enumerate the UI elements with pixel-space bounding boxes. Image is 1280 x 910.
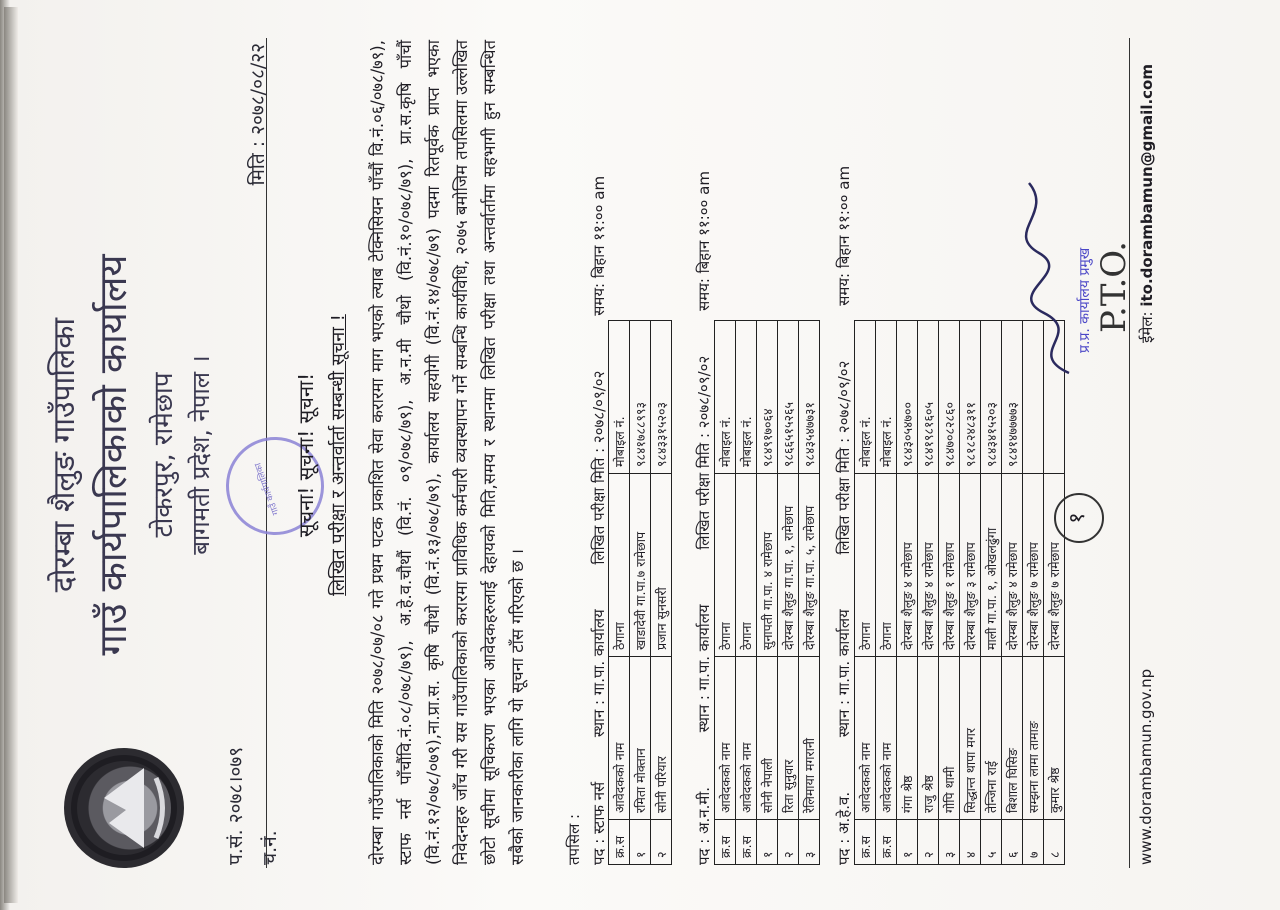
cell-sn: १ <box>757 820 778 865</box>
table3-post: पद : अ.हे.व. <box>835 791 853 865</box>
page-number: १ <box>1054 493 1104 543</box>
cell-address: ठेगाना <box>736 474 757 657</box>
cell-mobile: ९८६६५१५२६५ <box>778 321 799 474</box>
pto-note: P.T.O. <box>1094 241 1134 333</box>
notice-subject: लिखित परीक्षा र अन्तर्वार्ता सम्बन्धी सूचना ! <box>328 314 349 596</box>
table-header-row <box>609 321 630 865</box>
table-row <box>757 321 778 865</box>
reference-block <box>222 747 282 865</box>
table-row <box>960 321 981 865</box>
table1 <box>608 320 672 865</box>
table-row <box>876 321 897 865</box>
stamp-text: गाउँ कार्यपालिका <box>253 461 282 517</box>
cell-address: दोरम्बा शैलुङ ३ रामेछाप <box>960 474 981 657</box>
table2 <box>714 320 820 865</box>
cell-name: रिता सुनुवार <box>778 657 799 820</box>
cell-name: आवेदकको नाम <box>876 657 897 820</box>
province-country: बागमती प्रदेश, नेपाल । <box>187 355 215 555</box>
cell-address: दोरम्बा शैलुङ ७ रामेछाप <box>1044 474 1065 657</box>
cell-sn: ७ <box>1023 820 1044 865</box>
table-row <box>736 321 757 865</box>
cell-address: दोरम्बा शैलुङ गा.पा. १, रामेछाप <box>778 474 799 657</box>
email <box>1137 64 1157 343</box>
table3-exam-date: लिखित परीक्षा मिति : २०७८/०९/०२ <box>835 360 853 555</box>
notice-body: दोरम्बा गाउँपालिकाको मिति २०७८/०७/०८ गते प्रथम पटक प्रकाशित सेवा करारमा माग भएको ल्याब टेक्निसियन पाँचौं वि.नं.०६/०७८/७९), स्टाफ नर्स पाँचौंवि.नं.०८/०७८/७९), अ.हे.व.चौथौं (वि.नं. ०९/०७८/७९), अ.न.मी चौथो (वि.नं.१०/०७८/७९), प्रा.स.कृषि पाँचौं (वि.नं.१२/०७८/०७९),ना.प्रा.स. कृषि चौथो (वि.नं.१३/०७८/७९), कार्यालय सहयोगी (वि.नं.१४/०७८/७९) पदमा रितपूर्वक प्राप्त भएका निवेदनहरु जाँच गरी यस गाउँपालिकाको करारमा प्राविधिक कर्मचारी व्यवस्थापन गर्ने सम्बन्धि कार्यविधि, २०७५ बमोजिम तपसिलमा उल्लेखित छोटो सूचीमा सूचिकरण भएका आवेदकहरुलाई देहायको मिति,समय र स्थानमा लिखित परीक्षा तथा अन्तर्वार्तामा सहभागी हुन सम्बन्धित सबैको जानकारीका लागि यो सूचना टाँस गरिएको छ । <box>368 40 527 865</box>
website: www.dorambamun.gov.np <box>1137 668 1155 865</box>
cell-mobile: ९८१८२४८३११ <box>960 321 981 474</box>
notice-sheet <box>4 7 1276 903</box>
cell-name: रेलिमाया मगरानी <box>799 657 820 820</box>
nepal-emblem-logo <box>64 748 184 868</box>
footer-divider <box>1129 38 1130 868</box>
table-header-row <box>855 321 876 865</box>
table1-caption <box>589 45 609 865</box>
handwritten-signature <box>1014 163 1094 383</box>
cell-name: कुमार श्रेष्ठ <box>1044 657 1065 820</box>
cell-address: माली गा.पा. १, ओखलढुंगा <box>981 474 1002 657</box>
col-name: आवेदकको नाम <box>715 657 736 820</box>
table1-exam-date: लिखित परीक्षा मिति : २०७८/०९/०२ <box>590 370 608 565</box>
cell-sn: ८ <box>1044 820 1065 865</box>
issue-date: मिति : २०७८/०८/२२ <box>247 43 269 186</box>
col-sn: क्र.स <box>855 820 876 865</box>
cell-name: सोनी परियार <box>651 657 672 820</box>
cell-address: सुनापती गा.पा. ४ रामेछाप <box>757 474 778 657</box>
cell-mobile: मोबाइल नं. <box>876 321 897 474</box>
details-label: तपसिल : <box>565 813 583 865</box>
cell-name: बिशाल घिसिङ <box>1002 657 1023 820</box>
cell-name: सम्झना लामा तामाङ <box>1023 657 1044 820</box>
table3-time: समय: बिहान ११:०० am <box>835 165 853 306</box>
table3-caption <box>834 45 854 865</box>
cell-address: प्रजान सुनसरी <box>651 474 672 657</box>
cell-name: आवेदकको नाम <box>736 657 757 820</box>
cell-address: दोरम्बा शैलुङ ७ रामेछाप <box>1023 474 1044 657</box>
cell-mobile: ९८४३०५४७०० <box>897 321 918 474</box>
table-row <box>1002 321 1023 865</box>
cell-mobile: ९८४१४७७७७३ <box>1002 321 1023 474</box>
cell-sn: ५ <box>981 820 1002 865</box>
cell-address: दोरम्बा शैलुङ ४ रामेछाप <box>1002 474 1023 657</box>
cell-mobile: मोबाइल नं. <box>736 321 757 474</box>
signature-designation: प्र.प्र. कार्यालय प्रमुख <box>1077 247 1093 353</box>
col-mobile: मोबाइल नं. <box>609 321 630 474</box>
table-row <box>897 321 918 865</box>
office-address: टोकरपुर, रामेछाप <box>149 372 179 538</box>
col-address: ठेगाना <box>855 474 876 657</box>
col-mobile: मोबाइल नं. <box>715 321 736 474</box>
office-name: गाउँ कार्यपालिकाको कार्यालय <box>91 254 135 656</box>
letter-number: प.सं. २०७८।०७९ <box>225 746 247 865</box>
cell-sn: ४ <box>960 820 981 865</box>
table-header-row <box>715 321 736 865</box>
col-address: ठेगाना <box>609 474 630 657</box>
col-sn: क्र.स <box>609 820 630 865</box>
table2-exam-date: लिखित परीक्षा मिति : २०७८/०९/०२ <box>695 355 713 550</box>
cell-name: गंगा श्रेष्ठ <box>897 657 918 820</box>
table2-post: पद : अ.न.मी. <box>695 786 713 865</box>
col-mobile: मोबाइल नं. <box>855 321 876 474</box>
cell-mobile: ९८४९१७०६४ <box>757 321 778 474</box>
cell-name: तेन्जिना राई <box>981 657 1002 820</box>
table2-caption <box>694 45 714 865</box>
table-row <box>778 321 799 865</box>
cell-sn: १ <box>630 820 651 865</box>
cell-name: सोनी नेपाली <box>757 657 778 820</box>
table2-place: स्थान : गा.पा. कार्यालय <box>695 604 713 733</box>
municipality-name: दोरम्बा शैलुङ गाउँपालिका <box>47 317 82 593</box>
cell-address: दोरम्बा शैलुङ गा.पा. ५, रामेछाप <box>799 474 820 657</box>
cell-mobile: ९८४३३१५२०३ <box>651 321 672 474</box>
paper-edge-shadow <box>4 7 18 903</box>
table-row <box>1023 321 1044 865</box>
cell-name: रमिता मोक्तान <box>630 657 651 820</box>
cell-mobile: ९८४३४१५२०३ <box>981 321 1002 474</box>
cell-mobile: ९८४१७८८९९३ <box>630 321 651 474</box>
email-label: ईमेल: <box>1138 306 1156 343</box>
cell-sn: २ <box>651 820 672 865</box>
table1-time: समय: बिहान ११:०० am <box>590 175 608 316</box>
table3 <box>854 320 1065 865</box>
table-row <box>630 321 651 865</box>
table-row <box>918 321 939 865</box>
col-name: आवेदकको नाम <box>609 657 630 820</box>
cell-mobile: ९८४३५४७७३१ <box>799 321 820 474</box>
table3-place: स्थान : गा.पा. कार्यालय <box>835 609 853 738</box>
emblem-icon <box>64 748 184 868</box>
table-row <box>1044 321 1065 865</box>
table-row <box>799 321 820 865</box>
cell-address: दोरम्बा शैलुङ १ रामेछाप <box>939 474 960 657</box>
table2-time: समय: बिहान ११:०० am <box>695 171 713 311</box>
table1-post: पद : स्टाफ नर्स <box>590 781 608 865</box>
cell-sn: २ <box>918 820 939 865</box>
cell-sn: क्र.स <box>876 820 897 865</box>
table1-place: स्थान : गा.पा. कार्यालय <box>590 609 608 738</box>
cell-address: दोरम्बा शैलुङ ४ रामेछाप <box>918 474 939 657</box>
cell-sn: २ <box>778 820 799 865</box>
col-address: ठेगाना <box>715 474 736 657</box>
cell-sn: ३ <box>799 820 820 865</box>
cell-sn: १ <box>897 820 918 865</box>
col-sn: क्र.स <box>715 820 736 865</box>
cell-mobile: ९८४१९८१६०५ <box>918 321 939 474</box>
cell-name: सिद्धान्त थापा मगर <box>960 657 981 820</box>
cell-sn: क्र.स <box>736 820 757 865</box>
cell-address: ठेगाना <box>876 474 897 657</box>
cell-name: गोपि थामी <box>939 657 960 820</box>
cell-mobile: ९८४७०८२८६० <box>939 321 960 474</box>
table-row <box>939 321 960 865</box>
cell-sn: ३ <box>939 820 960 865</box>
dispatch-number: च.नं. <box>259 830 281 865</box>
table-row <box>651 321 672 865</box>
notice-heading: सूचना! सूचना! सूचना! <box>294 372 318 538</box>
cell-name: राजु श्रेष्ठ <box>918 657 939 820</box>
table-row <box>981 321 1002 865</box>
cell-address: खाडादेवी गा.पा.७ रामेछाप <box>630 474 651 657</box>
cell-address: दोरम्बा शैलुङ ४ रामेछाप <box>897 474 918 657</box>
col-name: आवेदकको नाम <box>855 657 876 820</box>
cell-sn: ६ <box>1002 820 1023 865</box>
email-address: ito.dorambamun@gmail.com <box>1138 64 1156 307</box>
